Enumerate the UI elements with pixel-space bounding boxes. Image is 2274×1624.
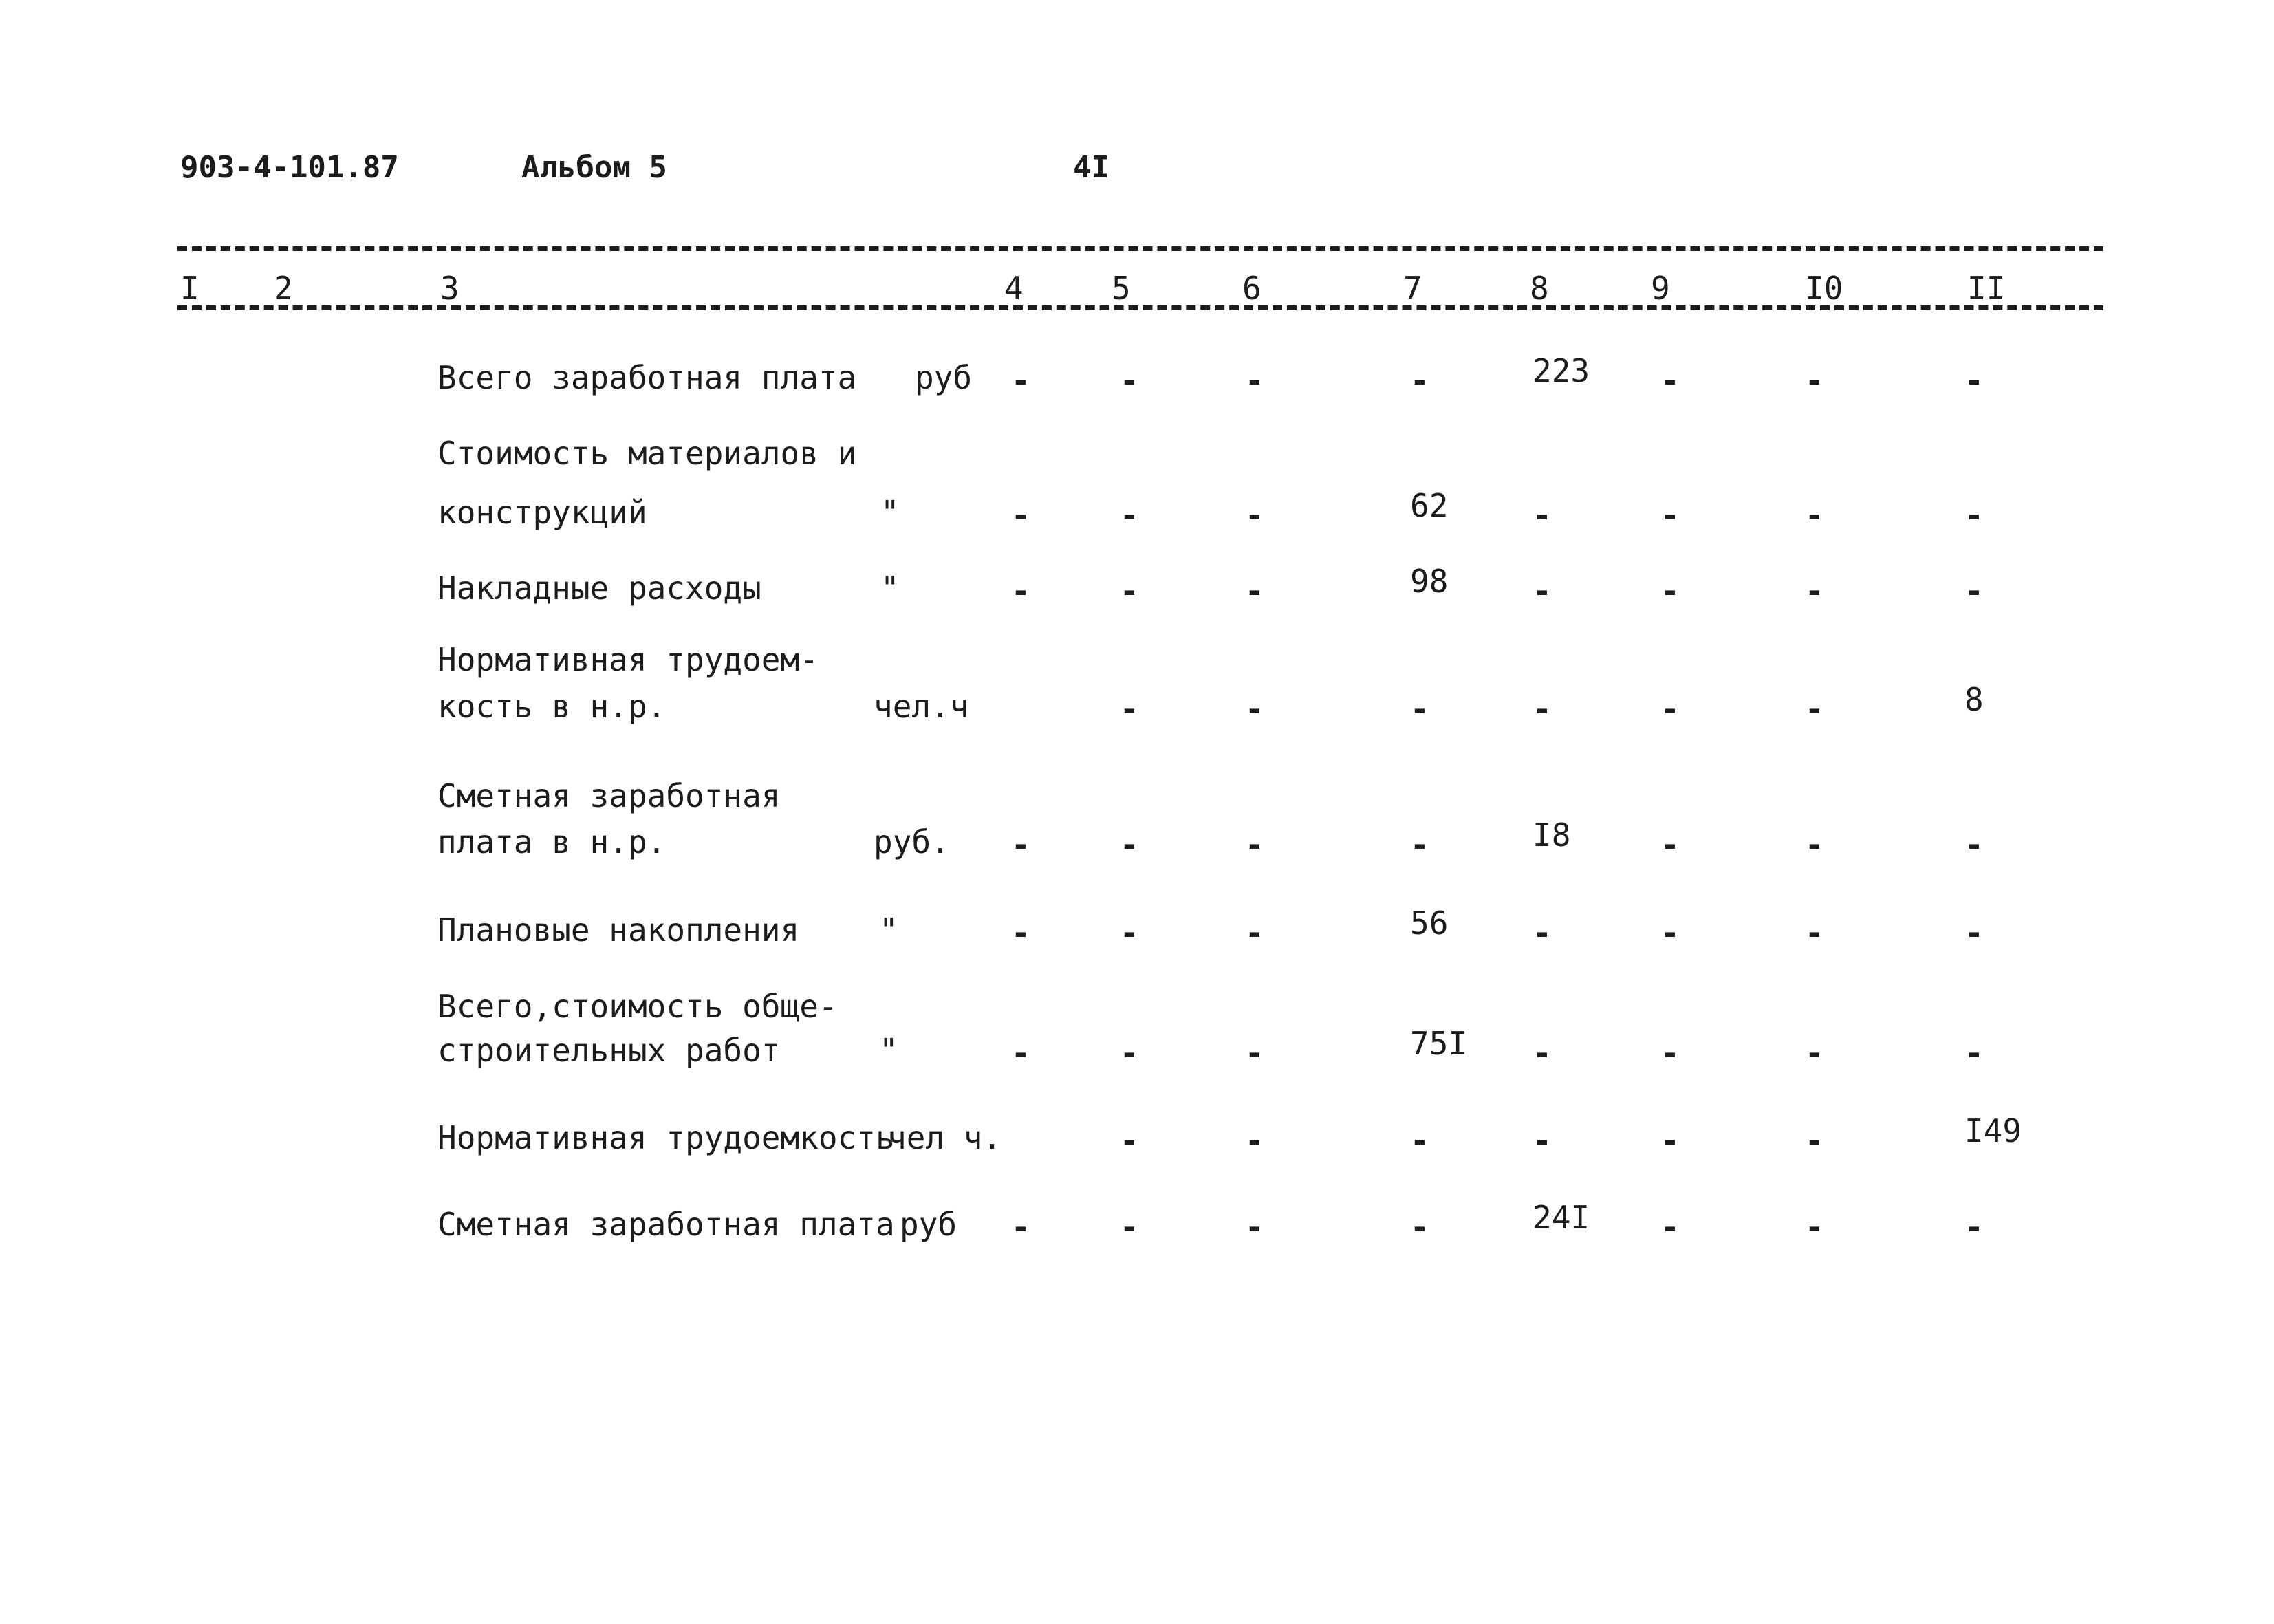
empty-cell-dash: - — [1805, 1122, 1824, 1159]
empty-cell-dash: - — [1410, 1209, 1429, 1246]
empty-cell-dash: - — [1660, 1209, 1680, 1246]
album-label: Альбом 5 — [521, 150, 667, 185]
empty-cell-dash: - — [1011, 914, 1030, 951]
value-cell: 75I — [1410, 1025, 1468, 1062]
row-label: конструкций — [437, 494, 647, 531]
column-number: 5 — [1112, 270, 1131, 307]
empty-cell-dash: - — [1964, 914, 1984, 951]
empty-cell-dash: - — [1245, 914, 1264, 951]
row-unit: руб — [900, 1206, 957, 1243]
empty-cell-dash: - — [1805, 497, 1824, 534]
row-unit: чел.ч — [874, 688, 969, 725]
row-label: плата в н.р. — [437, 823, 667, 860]
empty-cell-dash: - — [1410, 1122, 1429, 1159]
empty-cell-dash: - — [1964, 497, 1984, 534]
empty-cell-dash: - — [1120, 1035, 1139, 1072]
empty-cell-dash: - — [1245, 497, 1264, 534]
empty-cell-dash: - — [1120, 1122, 1139, 1159]
column-number: 7 — [1403, 270, 1422, 307]
empty-cell-dash: - — [1660, 826, 1680, 863]
empty-cell-dash: - — [1120, 914, 1139, 951]
column-number: II — [1967, 270, 2006, 307]
empty-cell-dash: - — [1011, 572, 1030, 609]
empty-cell-dash: - — [1805, 1209, 1824, 1246]
column-number: I — [180, 270, 199, 307]
column-number: 8 — [1530, 270, 1549, 307]
row-label: Накладные расходы — [437, 570, 761, 607]
top-dashed-rule — [177, 246, 2103, 251]
value-cell: I49 — [1964, 1112, 2022, 1149]
row-unit: " — [880, 494, 900, 531]
empty-cell-dash: - — [1410, 691, 1429, 728]
empty-cell-dash: - — [1660, 1122, 1680, 1159]
empty-cell-dash: - — [1120, 826, 1139, 863]
value-cell: 98 — [1410, 563, 1449, 600]
empty-cell-dash: - — [1660, 691, 1680, 728]
value-cell: I8 — [1533, 816, 1571, 854]
value-cell: 8 — [1964, 681, 1984, 718]
empty-cell-dash: - — [1533, 914, 1552, 951]
value-cell: 24I — [1533, 1199, 1590, 1236]
empty-cell-dash: - — [1245, 1035, 1264, 1072]
document-code: 903-4-101.87 — [180, 150, 399, 185]
empty-cell-dash: - — [1245, 826, 1264, 863]
row-unit: " — [879, 1032, 898, 1069]
empty-cell-dash: - — [1011, 1209, 1030, 1246]
empty-cell-dash: - — [1245, 691, 1264, 728]
value-cell: 223 — [1533, 352, 1590, 389]
column-number: 4 — [1004, 270, 1024, 307]
page-number: 4I — [1073, 150, 1109, 185]
empty-cell-dash: - — [1805, 914, 1824, 951]
row-unit: " — [879, 911, 898, 949]
empty-cell-dash: - — [1410, 826, 1429, 863]
empty-cell-dash: - — [1245, 362, 1264, 399]
value-cell: 62 — [1410, 487, 1449, 524]
row-label: Всего заработная плата — [437, 359, 857, 396]
empty-cell-dash: - — [1964, 572, 1984, 609]
empty-cell-dash: - — [1533, 1035, 1552, 1072]
empty-cell-dash: - — [1660, 362, 1680, 399]
empty-cell-dash: - — [1245, 572, 1264, 609]
empty-cell-dash: - — [1805, 572, 1824, 609]
column-number: 9 — [1651, 270, 1670, 307]
empty-cell-dash: - — [1011, 1035, 1030, 1072]
row-label: Нормативная трудоемкость — [437, 1119, 895, 1156]
empty-cell-dash: - — [1011, 497, 1030, 534]
empty-cell-dash: - — [1533, 691, 1552, 728]
empty-cell-dash: - — [1805, 691, 1824, 728]
empty-cell-dash: - — [1805, 1035, 1824, 1072]
row-unit: чел ч. — [887, 1119, 1002, 1156]
row-unit: " — [880, 570, 900, 607]
empty-cell-dash: - — [1805, 362, 1824, 399]
row-label: Сметная заработная плата — [437, 1206, 895, 1243]
empty-cell-dash: - — [1120, 362, 1139, 399]
column-number: 2 — [274, 270, 293, 307]
row-label: Нормативная трудоем- — [437, 641, 819, 678]
empty-cell-dash: - — [1660, 572, 1680, 609]
empty-cell-dash: - — [1964, 826, 1984, 863]
empty-cell-dash: - — [1964, 1035, 1984, 1072]
empty-cell-dash: - — [1533, 572, 1552, 609]
empty-cell-dash: - — [1011, 362, 1030, 399]
row-label: Всего,стоимость обще- — [437, 988, 838, 1025]
row-label: строительных работ — [437, 1032, 781, 1069]
value-cell: 56 — [1410, 905, 1449, 942]
empty-cell-dash: - — [1660, 914, 1680, 951]
row-label: кость в н.р. — [437, 688, 667, 725]
empty-cell-dash: - — [1660, 497, 1680, 534]
empty-cell-dash: - — [1805, 826, 1824, 863]
row-label: Стоимость материалов и — [437, 435, 857, 472]
empty-cell-dash: - — [1011, 826, 1030, 863]
column-number: I0 — [1805, 270, 1843, 307]
empty-cell-dash: - — [1410, 362, 1429, 399]
empty-cell-dash: - — [1120, 497, 1139, 534]
empty-cell-dash: - — [1964, 1209, 1984, 1246]
row-unit: руб. — [874, 823, 950, 860]
row-label: Сметная заработная — [437, 777, 781, 814]
empty-cell-dash: - — [1245, 1122, 1264, 1159]
empty-cell-dash: - — [1245, 1209, 1264, 1246]
empty-cell-dash: - — [1120, 1209, 1139, 1246]
empty-cell-dash: - — [1964, 362, 1984, 399]
column-number: 3 — [440, 270, 459, 307]
empty-cell-dash: - — [1533, 497, 1552, 534]
empty-cell-dash: - — [1660, 1035, 1680, 1072]
row-unit: руб — [915, 359, 973, 396]
empty-cell-dash: - — [1120, 572, 1139, 609]
empty-cell-dash: - — [1120, 691, 1139, 728]
column-number: 6 — [1242, 270, 1261, 307]
row-label: Плановые накопления — [437, 911, 800, 949]
empty-cell-dash: - — [1533, 1122, 1552, 1159]
